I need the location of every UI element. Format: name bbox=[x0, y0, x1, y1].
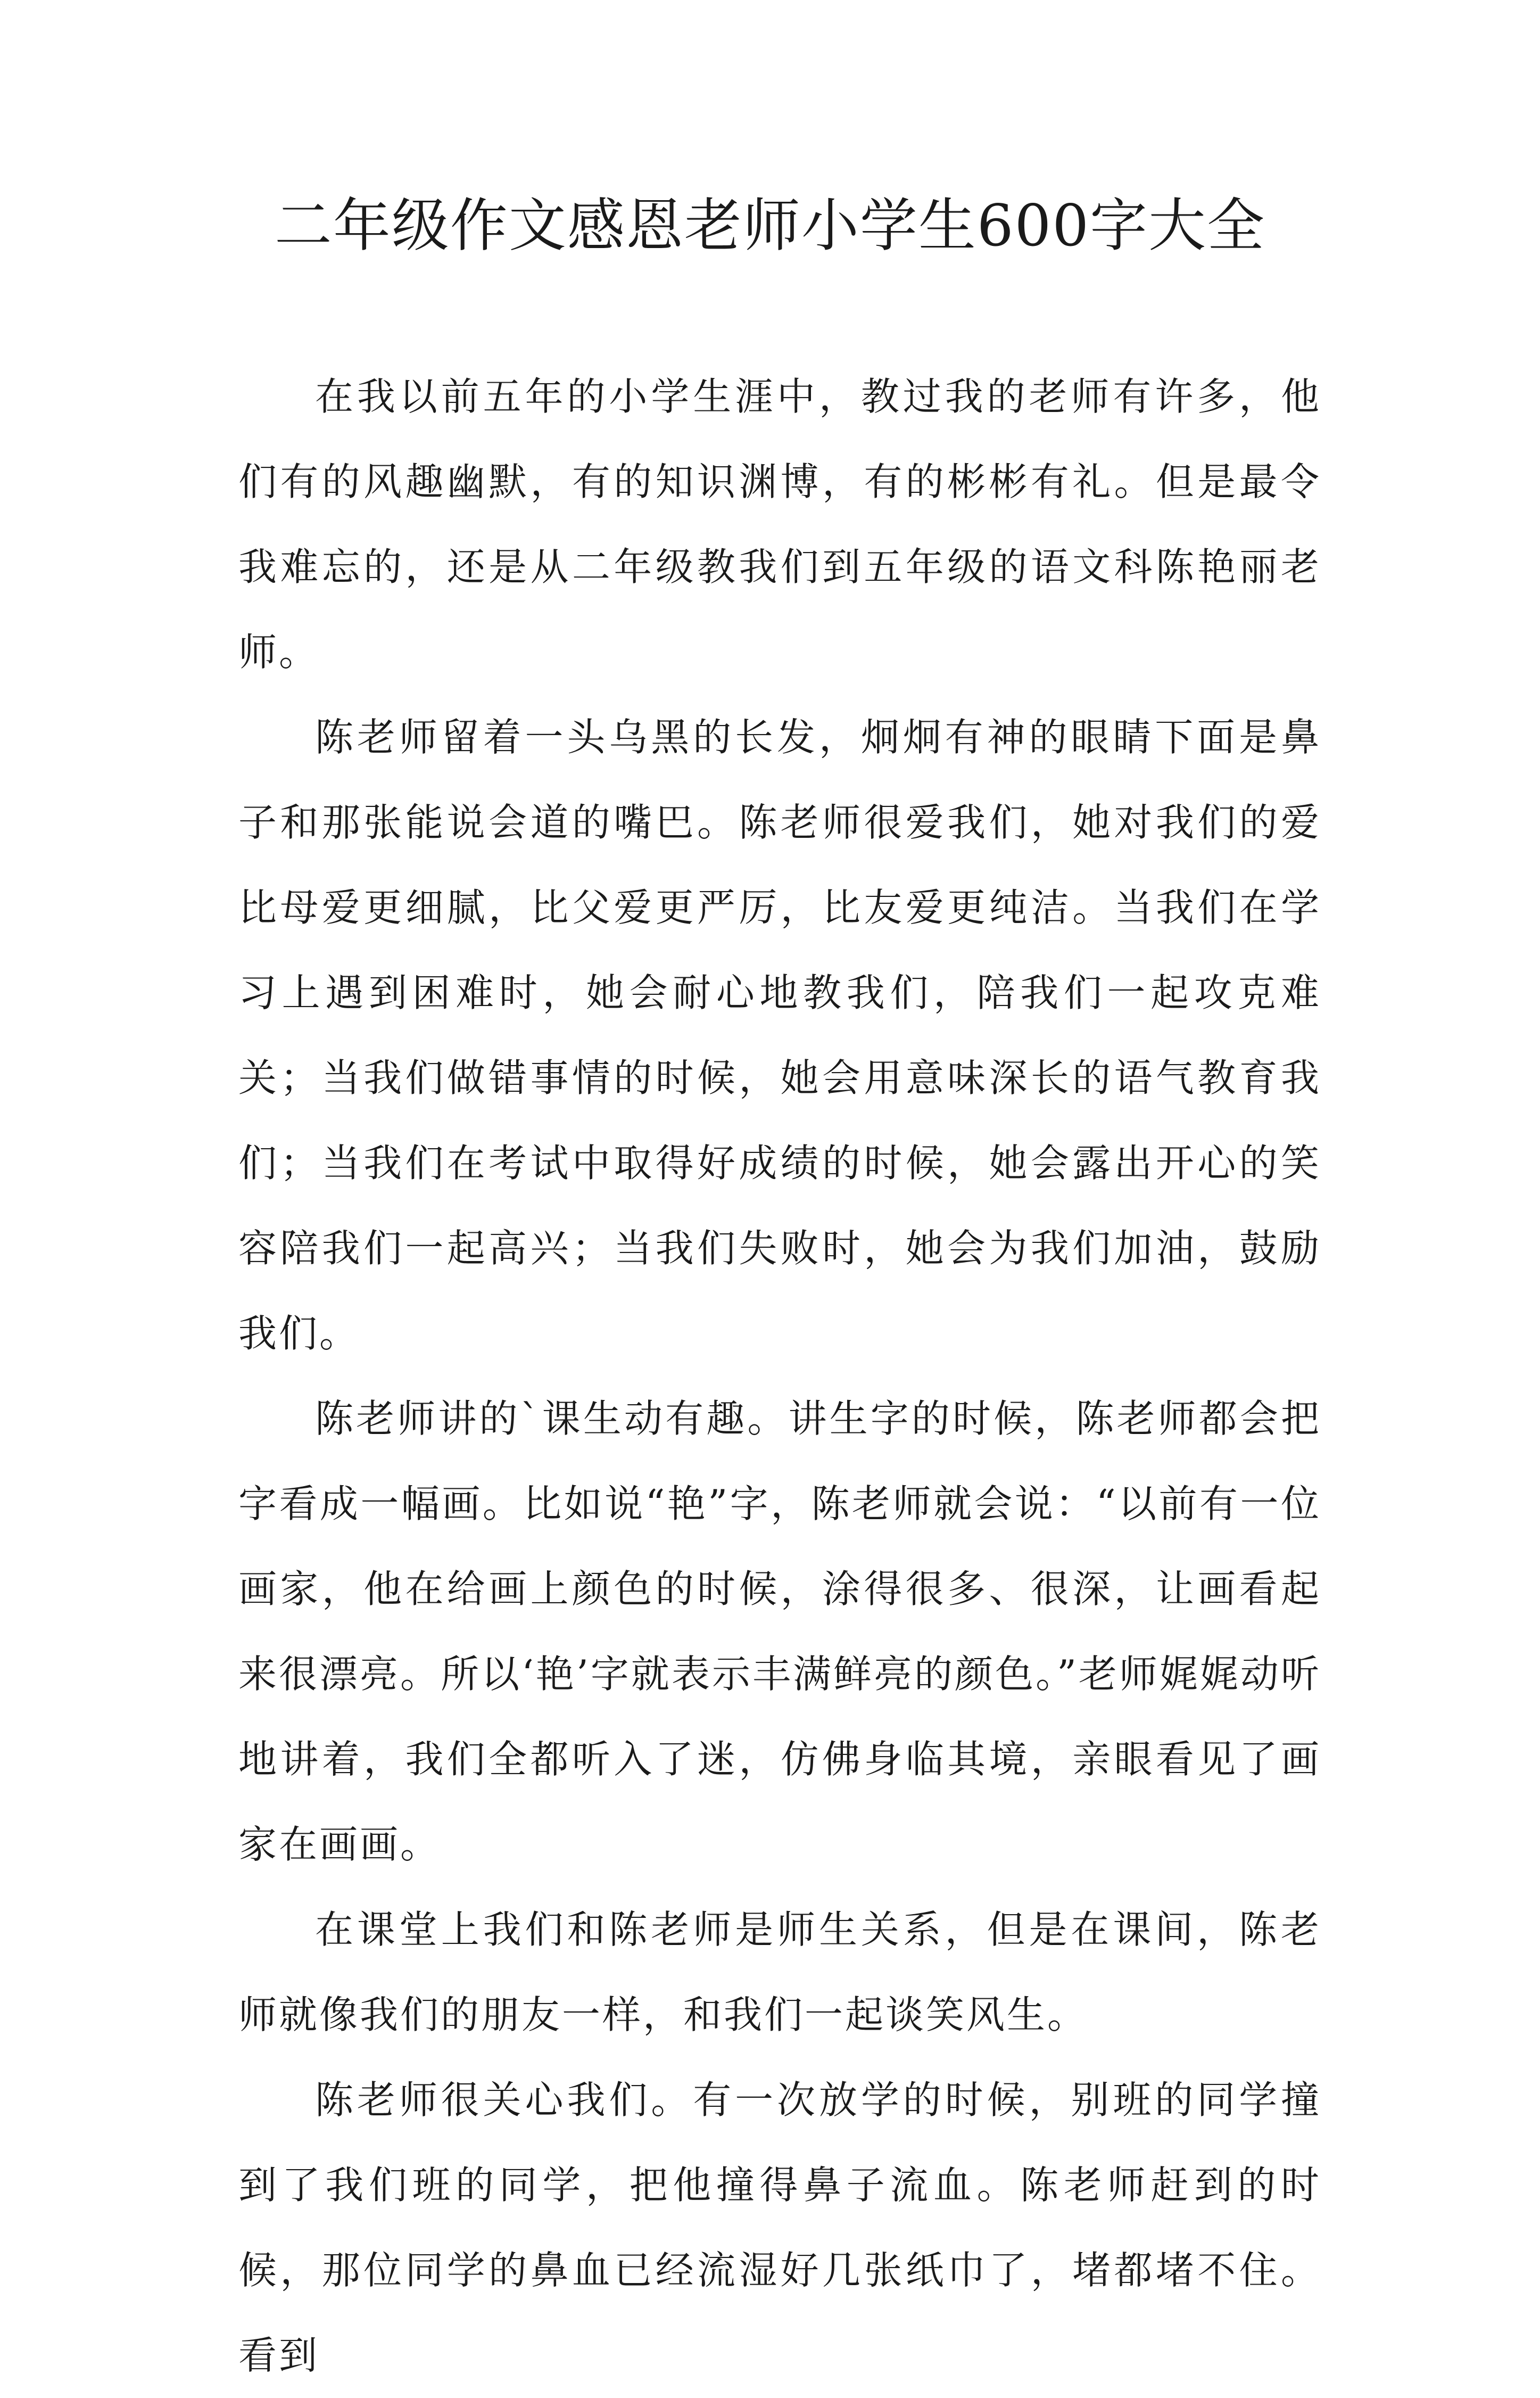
document-title: 二年级作文感恩老师小学生600字大全 bbox=[274, 193, 1266, 259]
paragraph-teacher-description: 陈老师留着一头乌黑的长发，炯炯有神的眼睛下面是鼻子和那张能说会道的嘴巴。陈老师很爱我们，她对我们的爱比母爱更细腻，比父爱更严厉，比友爱更纯洁。当我们在学习上遇到困难时，她会耐心地教我们，陪我们一起攻克难关；当我们做错事情的时候，她会用意味深长的语气教育我们；当我们在考试中取得好成绩的时候，她会露出开心的笑容陪我们一起高兴；当我们失败时，她会为我们加油，鼓励我们。 bbox=[238, 715, 1321, 1356]
document-body bbox=[238, 354, 1321, 2398]
paragraph-classroom: 在课堂上我们和陈老师是师生关系，但是在课间，陈老师就像我们的朋友一样，和我们一起谈笑风生。 bbox=[238, 1907, 1321, 2037]
paragraph-care: 陈老师很关心我们。有一次放学的时候，别班的同学撞到了我们班的同学，把他撞得鼻子流血。陈老师赶到的时候，那位同学的鼻血已经流湿好几张纸巾了，堵都堵不住。看到 bbox=[238, 2078, 1321, 2378]
paragraph-intro: 在我以前五年的小学生涯中，教过我的老师有许多，他们有的风趣幽默，有的知识渊博，有的彬彬有礼。但是最令我难忘的，还是从二年级教我们到五年级的语文科陈艳丽老师。 bbox=[238, 374, 1321, 674]
paragraph-lessons: 陈老师讲的`课生动有趣。讲生字的时候，陈老师都会把字看成一幅画。比如说“艳”字，陈老师就会说：“以前有一位画家，他在给画上颜色的时候，涂得很多、很深，让画看起来很漂亮。所以‘艳’字就表示丰满鲜亮的颜色。”老师娓娓动听地讲着，我们全都听入了迷，仿佛身临其境，亲眼看见了画家在画画。 bbox=[238, 1396, 1321, 1867]
